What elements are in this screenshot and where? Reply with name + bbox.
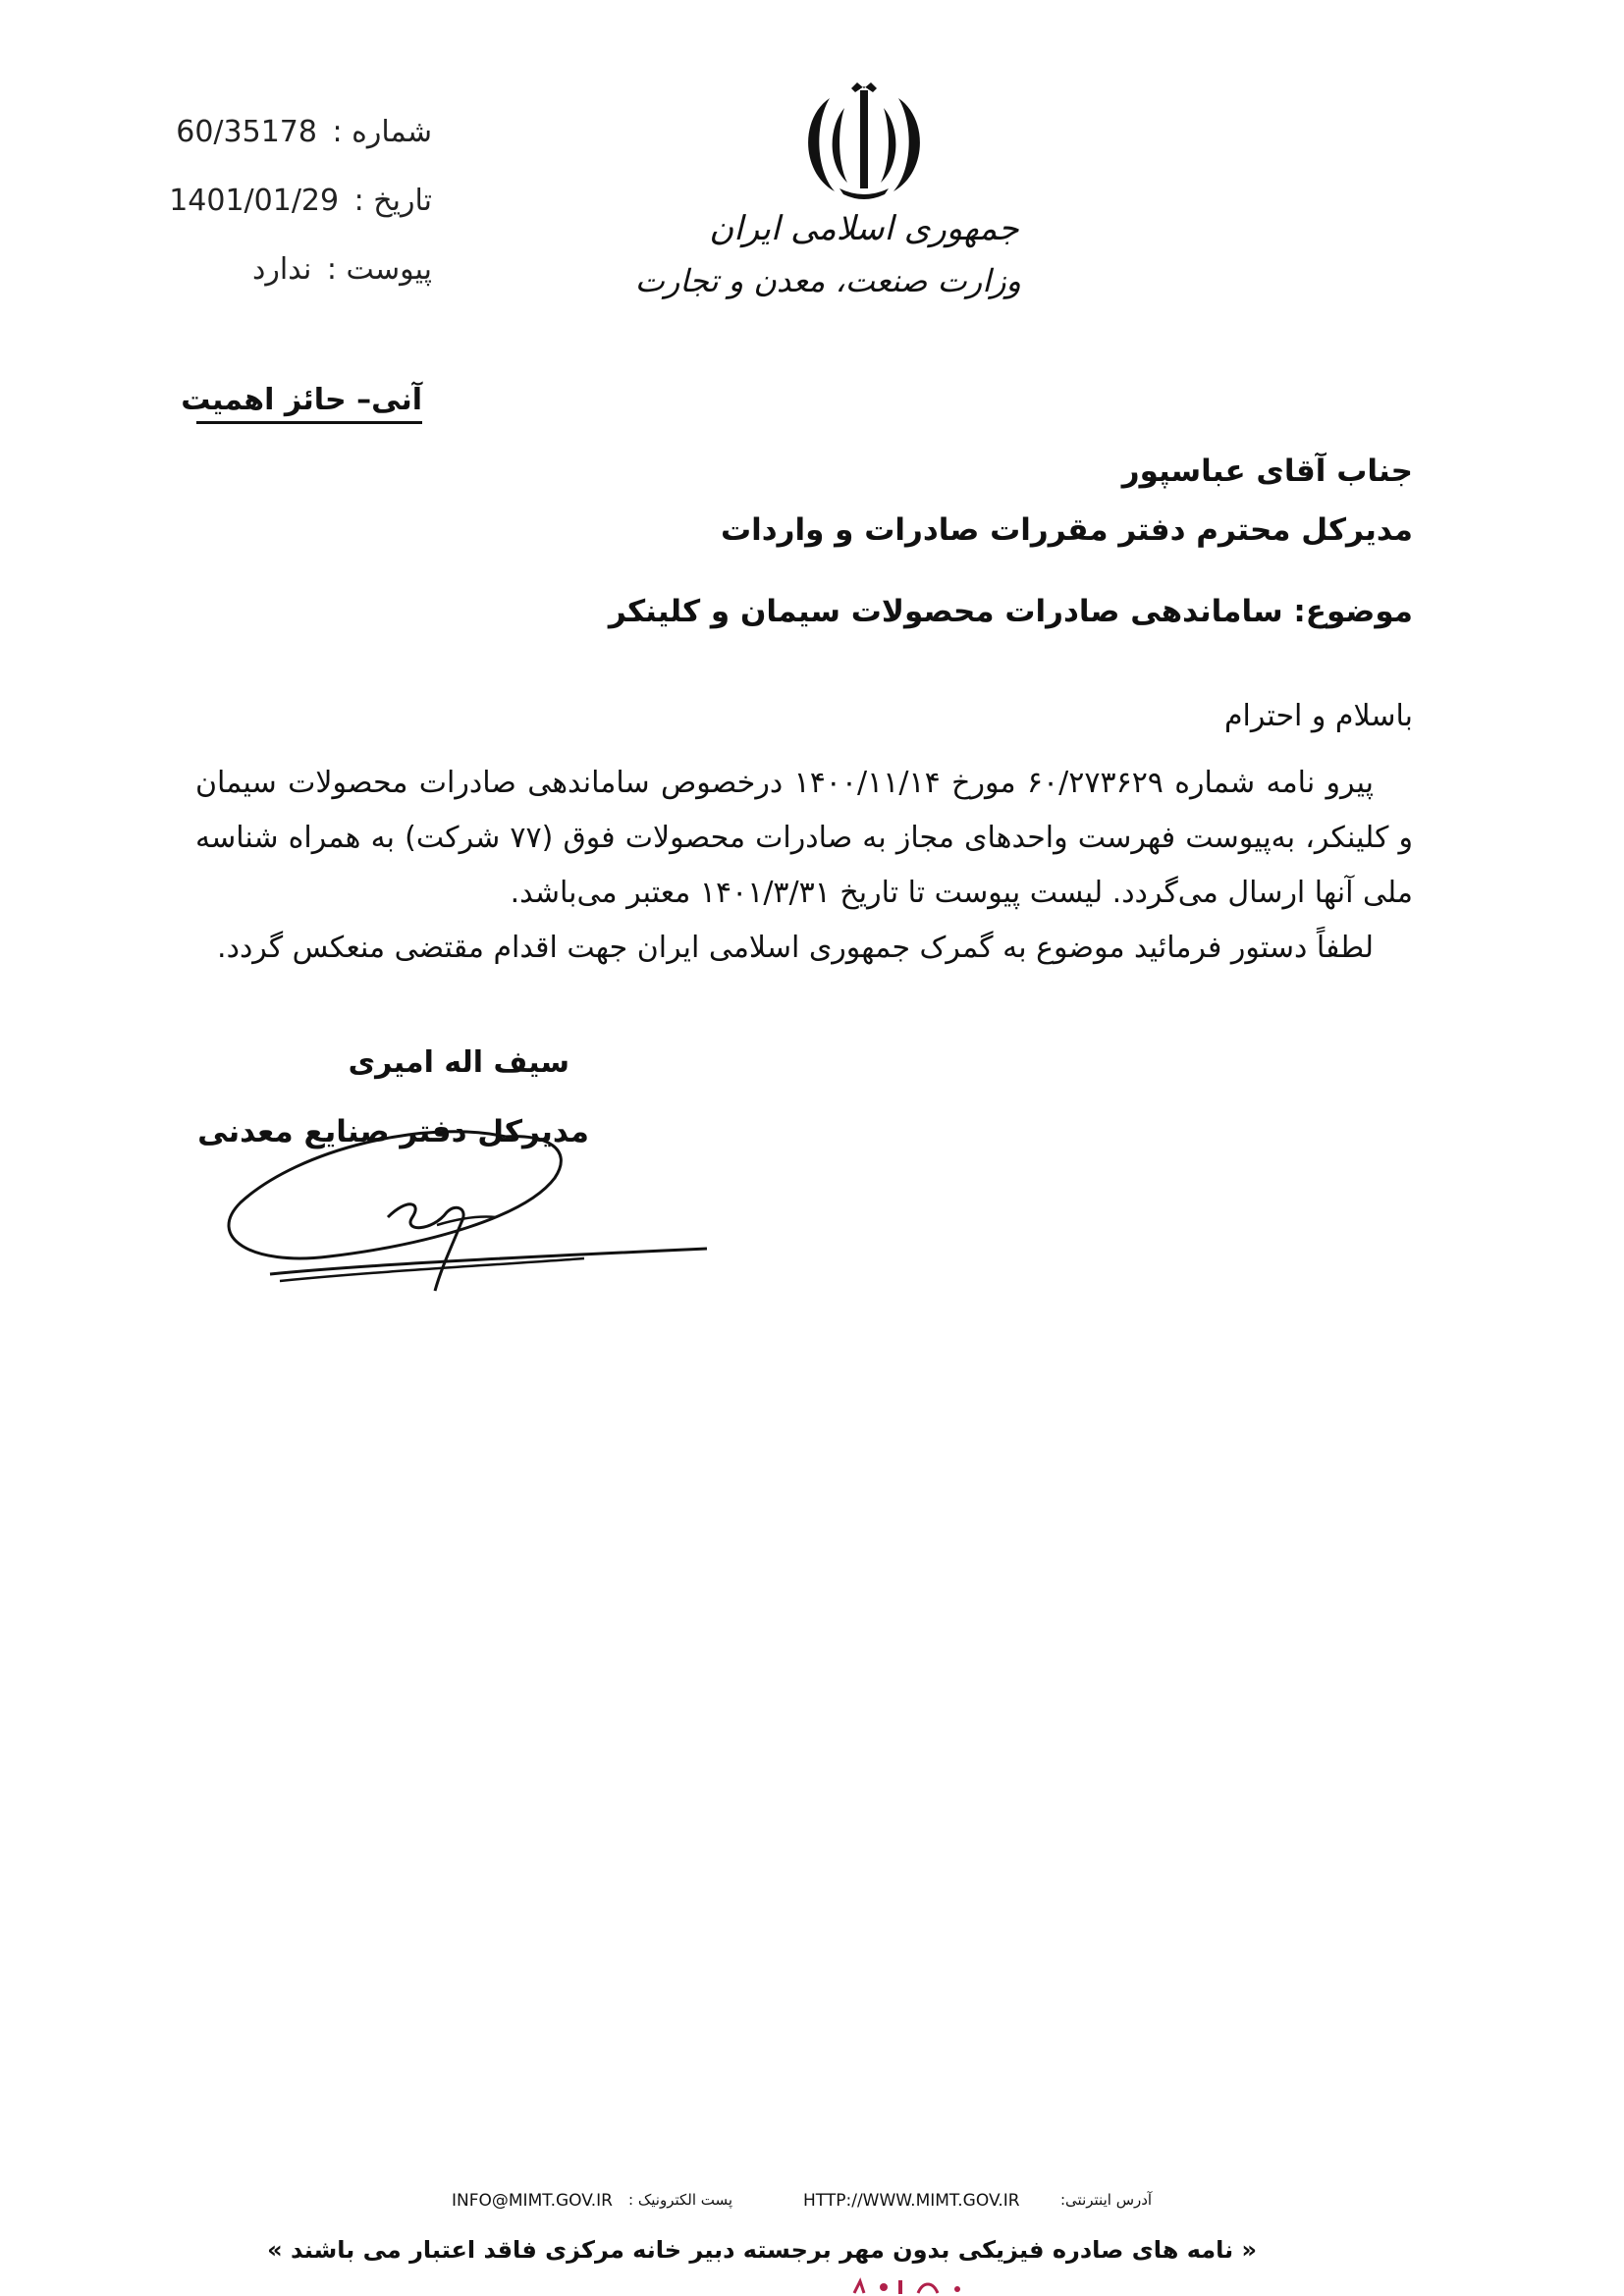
greeting: باسلام و احترام — [1223, 699, 1413, 733]
stamp-fragment-icon — [844, 2275, 972, 2296]
attachment-row — [137, 236, 432, 304]
footer-email-label: پست الکترونیک : — [628, 2191, 733, 2209]
footer-website-label: آدرس اینترنتی: — [1060, 2191, 1153, 2209]
addressee-name: جناب آقای عباسپور — [1121, 454, 1413, 489]
attachment-label: پیوست : — [326, 252, 432, 287]
date-value: 1401/01/29 — [169, 184, 340, 218]
footer-email[interactable]: INFO@MIMT.GOV.IR — [452, 2191, 613, 2211]
urgency-label: آنی– حائز اهمیت — [196, 383, 422, 424]
country-name: جمهوری اسلامی ایران — [709, 209, 1019, 248]
number-row — [137, 98, 432, 167]
number-label: شماره : — [332, 115, 432, 149]
iran-emblem-icon — [790, 79, 938, 201]
footer-links — [432, 2191, 1188, 2220]
signatory-name: سیف اله امیری — [348, 1045, 569, 1080]
subject-line: موضوع: ساماندهی صادرات محصولات سیمان و کلینکر — [608, 594, 1413, 629]
footer-validity-note: « نامه های صادره فیزیکی بدون مهر برجسته دبیر خانه مرکزی فاقد اعتبار می باشند » — [267, 2236, 1257, 2264]
number-value: 60/35178 — [176, 115, 317, 149]
attachment-value: ندارد — [252, 252, 312, 287]
letter-meta — [137, 98, 432, 304]
addressee — [333, 442, 1413, 560]
ministry-name: وزارت صنعت، معدن و تجارت — [634, 262, 1021, 299]
footer-website[interactable]: HTTP://WWW.MIMT.GOV.IR — [803, 2191, 1020, 2211]
addressee-title: مدیرکل محترم دفتر مقررات صادرات و واردات — [720, 512, 1413, 548]
ministry-letterhead — [634, 79, 1021, 344]
handwritten-signature — [197, 1109, 722, 1306]
signatory-title: مدیرکل دفتر صنایع معدنی — [197, 1114, 589, 1149]
body-paragraph-1: پیرو نامه شماره ۶۰/۲۷۳۶۲۹ مورخ ۱۴۰۰/۱۱/۱۴ درخصوص ساماندهی صادرات محصولات سیمان و کلینکر، به‌پیوست فهرست واحدهای مجاز به صادرات محصولات فوق (۷۷ شرکت) به همراه شناسه ملی آنها ارسال می‌گردد. لیست پیوست تا تاریخ ۱۴۰۱/۳/۳۱ معتبر می‌باشد. — [195, 766, 1413, 910]
date-label: تاریخ : — [353, 184, 432, 218]
body-paragraph-2: لطفاً دستور فرمائید موضوع به گمرک جمهوری اسلامی ایران جهت اقدام مقتضی منعکس گردد. — [217, 931, 1374, 965]
date-row — [137, 167, 432, 236]
